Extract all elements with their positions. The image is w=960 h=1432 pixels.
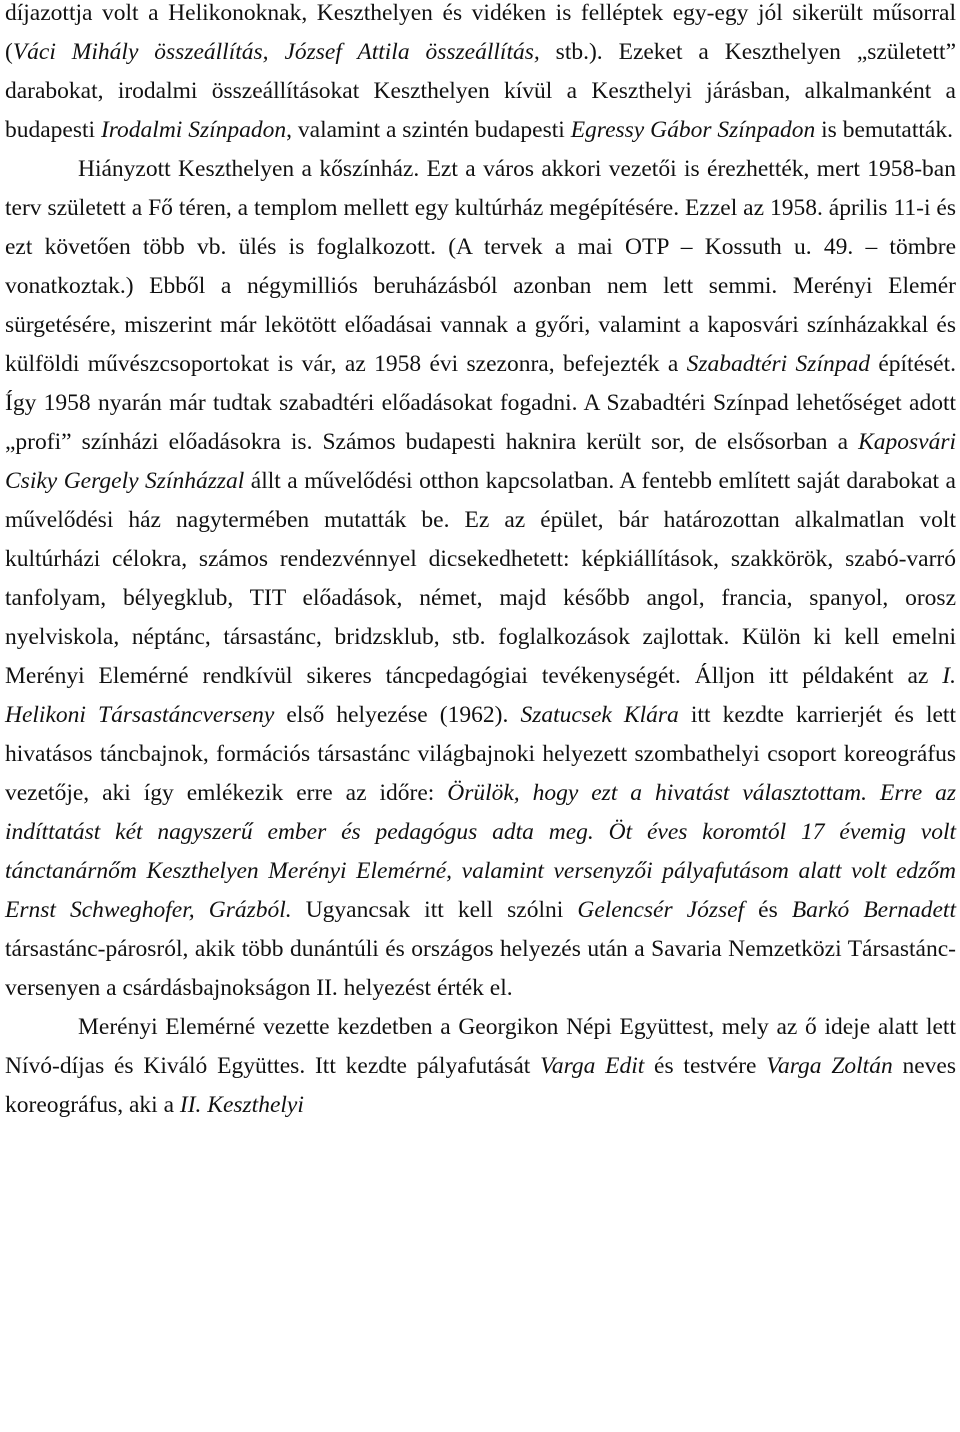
text-run: itt kezdte karrierjét és lett hivatásos táncbajnok, formációs társastánc világbajnoki helyezett szombathelyi csoport koreográfus vezetője, aki így emlékezik erre az időre: — [5, 702, 956, 806]
italic-text-run: Szatucsek Klára — [520, 702, 679, 728]
text-run: építését. Így 1958 nyarán már tudtak szabadtéri előadásokat fogadni. A Szabadtéri Színpad lehetőséget adott „profi” színházi előadásokra is. Számos budapesti haknira került sor, de elsősorban a — [5, 351, 956, 455]
italic-text-run: Kaposvári Csiky Gergely Színházzal — [5, 429, 956, 494]
text-run: állt a művelődési otthon kapcsolatban. A fentebb említett saját darabokat a művelődési ház nagytermében mutatták be. Ez az épület, bár határozottan alkalmatlan volt kultúrházi célokra, számos rendezvénnyel dicsekedhetett: képkiállítások, szakkörök, szabó-varró tanfolyam, bélyegklub, TIT előadások, német, majd később angol, francia, spanyol, orosz nyelviskola, néptánc, társastánc, bridzsklub, stb. foglalkozások zajlottak. Külön ki kell emelni Merényi Elemérné rendkívül sikeres táncpedagógiai tevékenységét. Álljon itt példaként az — [5, 468, 956, 689]
text-run: neves koreográfus, aki a — [5, 1053, 957, 1118]
italic-text-run: Irodalmi Színpadon — [100, 117, 287, 143]
text-run: Hiányzott Keszthelyen a kőszínház. Ezt a város akkori vezetői is érezhették, mert 1958-ban terv született a Fő téren, a templom mellett egy kultúrház megépítésére. Ezzel az 1958. április 11-i és ezt követően több vb. ülés is foglalkozott. (A tervek a mai OTP – Kossuth u. 49. – tömbre vonatkoztak.) Ebből a négymilliós beruházásból azonban nem lett semmi. Merényi Elemér sürgetésére, miszerint már lekötött előadásai vannak a győri, valamint a kaposvári színházakkal és külföldi művészcsoportokat is vár, az 1958 évi szezonra, befejezték a — [5, 156, 956, 377]
text-run: Merényi Elemérné vezette kezdetben a Georgikon Népi Együttest, mely az ő ideje alatt lett Nívó-díjas és Kiváló Együttes. Itt kezdte pályafutását — [5, 1014, 956, 1079]
italic-text-run: Gelencsér József — [577, 897, 745, 923]
paragraph-1 — [5, 0, 956, 150]
text-run: és testvére — [644, 1053, 767, 1079]
text-run: társastánc-párosról, akik több dunántúli és országos helyezés után a Savaria Nemzetközi Társastánc-versenyen a csárdásbajnokságon II. helyezést érték el. — [5, 936, 956, 1001]
italic-text-run: Szabadtéri Színpad — [686, 351, 870, 377]
italic-text-run: II. Keszthelyi — [179, 1092, 304, 1118]
italic-text-run: Örülök, hogy ezt a hivatást választottam. Erre az indíttatást két nagyszerű ember és pedagógus adta meg. Öt éves koromtól 17 évemig volt tánctanárnőm Keszthelyen Merényi Elemérné, valamint versenyzői pályafutásom alatt volt edzőm Ernst Schweghofer, Grázból. — [5, 780, 957, 923]
text-run: stb.). Ezeket a Keszthelyen „született” darabokat, irodalmi összeállításokat Keszthelyen kívül a Keszthelyi járásban, alkalmanként a budapesti — [5, 39, 956, 143]
text-run: díjazottja volt a Helikonoknak, Keszthelyen és vidéken is felléptek egy-egy jól sikerült műsorral ( — [5, 0, 956, 65]
italic-text-run: Varga Zoltán — [766, 1053, 893, 1079]
italic-text-run: Varga Edit — [540, 1053, 645, 1079]
text-run: Ugyancsak itt kell szólni — [291, 897, 578, 923]
italic-text-run: Barkó Bernadett — [791, 897, 956, 923]
italic-text-run: I. Helikoni Társastáncverseny — [5, 663, 956, 728]
text-run: is bemutatták. — [815, 117, 953, 143]
italic-text-run: Egressy Gábor Színpadon — [570, 117, 816, 143]
text-run: , valamint a szintén budapesti — [286, 117, 571, 143]
paragraph-2 — [5, 150, 956, 1008]
text-run: első helyezése (1962). — [274, 702, 521, 728]
text-run: és — [744, 897, 792, 923]
italic-text-run: Váci Mihály összeállítás, József Attila összeállítás, — [12, 39, 540, 65]
paragraph-3 — [5, 1008, 956, 1125]
